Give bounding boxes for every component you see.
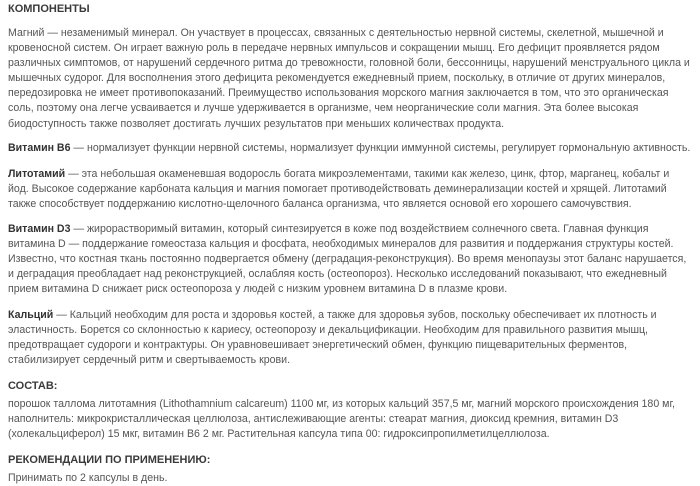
vitamin-b6-name: Витамин В6 bbox=[8, 141, 71, 154]
components-heading: КОМПОНЕНТЫ bbox=[8, 3, 90, 15]
vitamin-d3-paragraph bbox=[8, 222, 692, 297]
recommendations-heading: РЕКОМЕНДАЦИИ ПО ПРИМЕНЕНИЮ: bbox=[8, 454, 211, 467]
magnesium-paragraph: Магний — незаменимый минерал. Он участвует в процессах, связанных с деятельностью нервной системы, скелетной, мышечной и кровеносной систем. Он играет важную роль в передаче нервных импульсов и сокращении мышц. Его дефицит проявляется рядом различных симптомов, от нарушений сердечного ритма до тревожности, головной боли, бессонницы, нарушений менструального цикла и мышечных судорог. Для восполнения этого дефицита рекомендуется ежедневный прием, поскольку, в отличие от других минералов, передозировка не имеет противопоказаний. Преимущество использования морского магния заключается в том, что это органическая соль, поэтому она легче усваивается и лучше удерживается в организме, чем неорганические соли магния. Эта более высокая биодоступность также позволяет достигать лучших результатов при меньших количествах продукта. bbox=[8, 27, 690, 130]
recommendations-paragraph: Принимать по 2 капсулы в день. bbox=[8, 472, 168, 485]
composition-heading: СОСТАВ: bbox=[8, 379, 58, 392]
calcium-name: Кальций bbox=[8, 308, 54, 321]
lithothamnium-text: — эта небольшая окаменевшая водоросль богата микроэлементами, такими как железо, цинк, фтор, марганец, кобальт и йод. Высокое содержание карбоната кальция и магния помогает противодействовать деминерализации костей и хрящей. Литотамий также способствует поддержанию кислотно-щелочного баланса организма, что является основой его хорошего самочувствия. bbox=[8, 167, 670, 210]
lithothamnium-paragraph bbox=[8, 167, 692, 212]
lithothamnium-name: Литотамий bbox=[8, 167, 66, 180]
vitamin-d3-text: — жирорастворимый витамин, который синтезируется в коже под воздействием солнечного света. Главная функция витамина D — поддержание гомеостаза кальция и фосфата, необходимых минералов для развития и поддержания структуры костей. Известно, что костная ткань постоянно подвергается обмену (деградация-реконструкция). Во время менопаузы этот баланс нарушается, и деградация преобладает над реконструкцией, ослабляя кость (остеопороз). Несколько исследований показывают, что ежедневный прием витамина D снижает риск остеопороза у людей с низким уровнем витамина D в плазме крови. bbox=[8, 223, 687, 296]
calcium-text: — Кальций необходим для роста и здоровья костей, а также для здоровья зубов, поскольку обеспечивает их плотность и эластичность. Борется со склонностью к кариесу, остеопорозу и декальцификации. Необходим для правильного развития мышц, предотвращает судороги и контрактуры. Он уравновешивает энергетический обмен, функцию пищеварительных ферментов, стабилизирует сердечный ритм и свертываемость крови. bbox=[8, 308, 657, 366]
calcium-paragraph bbox=[8, 308, 692, 368]
composition-paragraph: порошок таллома литотамния (Lithothamnium calcareum) 1100 мг, из которых кальций 357,5 мг, магний морского происхождения 180 мг, наполнитель: микрокристаллическая целлюлоза, антислеживающие агенты: стеарат магния, диоксид кремния, витамин D3 (холекальциферол) 15 мкг, витамин B6 2 мг. Растительная капсула типа 00: гидроксипропилметилцеллюлоза. bbox=[8, 397, 675, 441]
vitamin-b6-text: — нормализует функции нервной системы, нормализует функции иммунной системы, регулирует гормональную активность. bbox=[70, 141, 691, 154]
vitamin-b6-paragraph bbox=[8, 141, 692, 156]
vitamin-d3-name: Витамин D3 bbox=[8, 223, 71, 236]
